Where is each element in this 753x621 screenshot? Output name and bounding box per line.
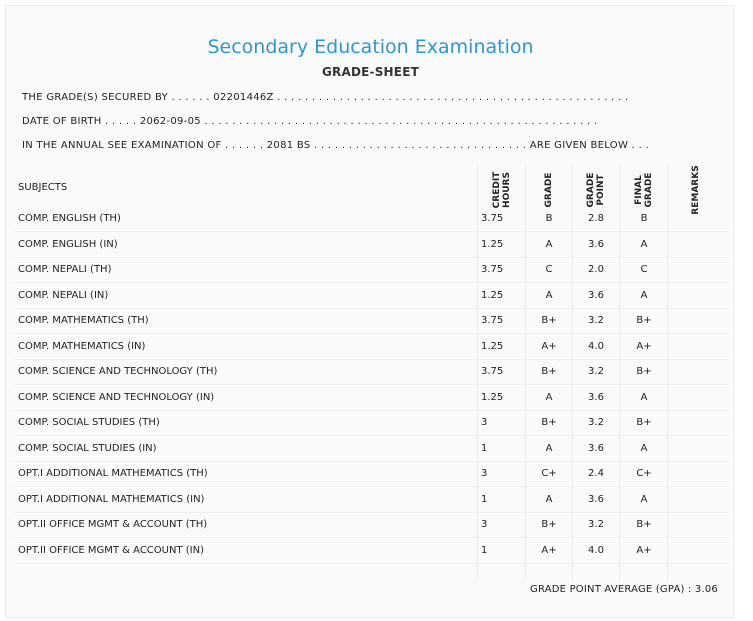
table-row	[14, 437, 729, 462]
subject-cell: COMP. NEPALI (IN)	[18, 289, 109, 301]
grade-cell: B+	[541, 366, 557, 377]
credit-hours-cell: 1	[481, 544, 488, 556]
table-row	[14, 411, 729, 436]
subject-cell: COMP. MATHEMATICS (TH)	[18, 315, 149, 326]
grade-cell: A	[545, 391, 553, 403]
grade-point-cell: 3.6	[588, 289, 604, 301]
final-grade-cell: A	[640, 442, 648, 454]
credit-hours-cell: 1.25	[481, 289, 504, 301]
table-row	[14, 258, 729, 283]
grade-point-cell: 2.8	[588, 213, 604, 224]
grade-point-cell: 2.0	[588, 264, 604, 275]
subject-cell: COMP. SOCIAL STUDIES (IN)	[18, 442, 157, 454]
final-grade-cell: C+	[636, 468, 652, 479]
credit-hours-cell: 3.75	[481, 264, 504, 275]
subject-cell: COMP. MATHEMATICS (IN)	[18, 340, 146, 352]
grade-sheet-heading: GRADE-SHEET	[322, 65, 419, 79]
grade-cell: B+	[541, 417, 557, 428]
table-row	[14, 386, 729, 411]
final-grade-cell: B+	[636, 315, 652, 326]
table-row	[14, 462, 729, 487]
table-row	[14, 513, 729, 538]
credit-hours-cell: 3	[481, 519, 488, 530]
grade-point-cell: 3.6	[588, 442, 604, 454]
subject-cell: COMP. SOCIAL STUDIES (TH)	[18, 417, 160, 428]
final-grade-cell: A	[640, 391, 648, 403]
final-grade-cell: A+	[636, 544, 652, 556]
table-row	[14, 488, 729, 513]
credit-hours-cell: 1	[481, 442, 488, 454]
table-row	[14, 207, 729, 232]
credit-hours-cell: 3.75	[481, 315, 504, 326]
gpa-summary: GRADE POINT AVERAGE (GPA) : 3.06	[530, 584, 718, 595]
exam-title: Secondary Education Examination	[207, 36, 534, 58]
grade-cell: A	[545, 493, 553, 505]
grade-point-cell: 4.0	[588, 544, 604, 556]
grade-point-cell: 3.6	[588, 493, 604, 505]
date-of-birth-line: DATE OF BIRTH . . . . . 2062-09-05 . . . . . . . . . . . . . . . . . . . . . . . . . . . . . . . . . . . . . . . . . . . . . . . . . . . . . . . . .	[22, 116, 598, 127]
subject-cell: COMP. SCIENCE AND TECHNOLOGY (IN)	[18, 391, 215, 403]
table-row	[14, 360, 729, 385]
grade-point-cell: 3.2	[588, 366, 604, 377]
grade-cell: B	[545, 213, 553, 224]
subject-cell: OPT.I ADDITIONAL MATHEMATICS (IN)	[18, 493, 205, 505]
credit-hours-cell: 1	[481, 493, 488, 505]
table-row	[14, 233, 729, 258]
final-grade-cell: B	[640, 213, 648, 224]
grade-cell: A	[545, 289, 553, 301]
grade-point-cell: 3.2	[588, 315, 604, 326]
header-remarks: REMARKS	[691, 165, 701, 215]
table-row	[14, 539, 729, 564]
credit-hours-cell: 3	[481, 417, 488, 428]
grade-point-cell: 3.6	[588, 391, 604, 403]
grade-cell: B+	[541, 315, 557, 326]
subject-cell: OPT.II OFFICE MGMT & ACCOUNT (IN)	[18, 544, 204, 556]
final-grade-cell: A	[640, 493, 648, 505]
table-row	[14, 284, 729, 309]
grade-sheet	[5, 5, 734, 618]
grade-point-cell: 2.4	[588, 468, 604, 479]
grade-point-cell: 4.0	[588, 340, 604, 352]
subject-cell: COMP. NEPALI (TH)	[18, 264, 112, 275]
subject-cell: OPT.I ADDITIONAL MATHEMATICS (TH)	[18, 468, 208, 479]
grade-point-cell: 3.6	[588, 238, 604, 250]
credit-hours-cell: 3.75	[481, 213, 504, 224]
credit-hours-cell: 3.75	[481, 366, 504, 377]
grade-cell: A	[545, 442, 553, 454]
subject-cell: OPT.II OFFICE MGMT & ACCOUNT (TH)	[18, 519, 208, 530]
final-grade-cell: B+	[636, 366, 652, 377]
final-grade-cell: B+	[636, 519, 652, 530]
grade-cell: A+	[541, 544, 557, 556]
credit-hours-cell: 1.25	[481, 238, 504, 250]
final-grade-cell: B+	[636, 417, 652, 428]
final-grade-cell: A	[640, 289, 648, 301]
grade-cell: A	[545, 238, 553, 250]
credit-hours-cell: 1.25	[481, 340, 504, 352]
grade-cell: C	[545, 264, 553, 275]
final-grade-cell: A	[640, 238, 648, 250]
final-grade-cell: A+	[636, 340, 652, 352]
grade-point-cell: 3.2	[588, 519, 604, 530]
final-grade-cell: C	[640, 264, 648, 275]
table-row	[14, 335, 729, 360]
grade-cell: A+	[541, 340, 557, 352]
secured-by-line: THE GRADE(S) SECURED BY . . . . . . 02201446Z . . . . . . . . . . . . . . . . . . . . . . . . . . . . . . . . . . . . . . . . . . . . . . . . . . .	[22, 92, 629, 103]
subject-cell: COMP. SCIENCE AND TECHNOLOGY (TH)	[18, 366, 218, 377]
header-grade-point: GRADE POINT	[586, 172, 606, 208]
grade-cell: B+	[541, 519, 557, 530]
header-credit-hours: CREDIT HOURS	[492, 171, 512, 209]
header-subjects: SUBJECTS	[18, 182, 68, 193]
grade-point-cell: 3.2	[588, 417, 604, 428]
credit-hours-cell: 3	[481, 468, 488, 479]
subject-cell: COMP. ENGLISH (TH)	[18, 213, 121, 224]
grade-cell: C+	[541, 468, 557, 479]
header-grade: GRADE	[544, 172, 554, 208]
table-row	[14, 309, 729, 334]
exam-line: IN THE ANNUAL SEE EXAMINATION OF . . . . . . 2081 BS . . . . . . . . . . . . . . . . . . . . . . . . . . . . . . . ARE GIVEN BELOW . . .	[22, 140, 650, 151]
credit-hours-cell: 1.25	[481, 391, 504, 403]
subject-cell: COMP. ENGLISH (IN)	[18, 238, 118, 250]
header-final-grade: FINAL GRADE	[634, 172, 654, 208]
